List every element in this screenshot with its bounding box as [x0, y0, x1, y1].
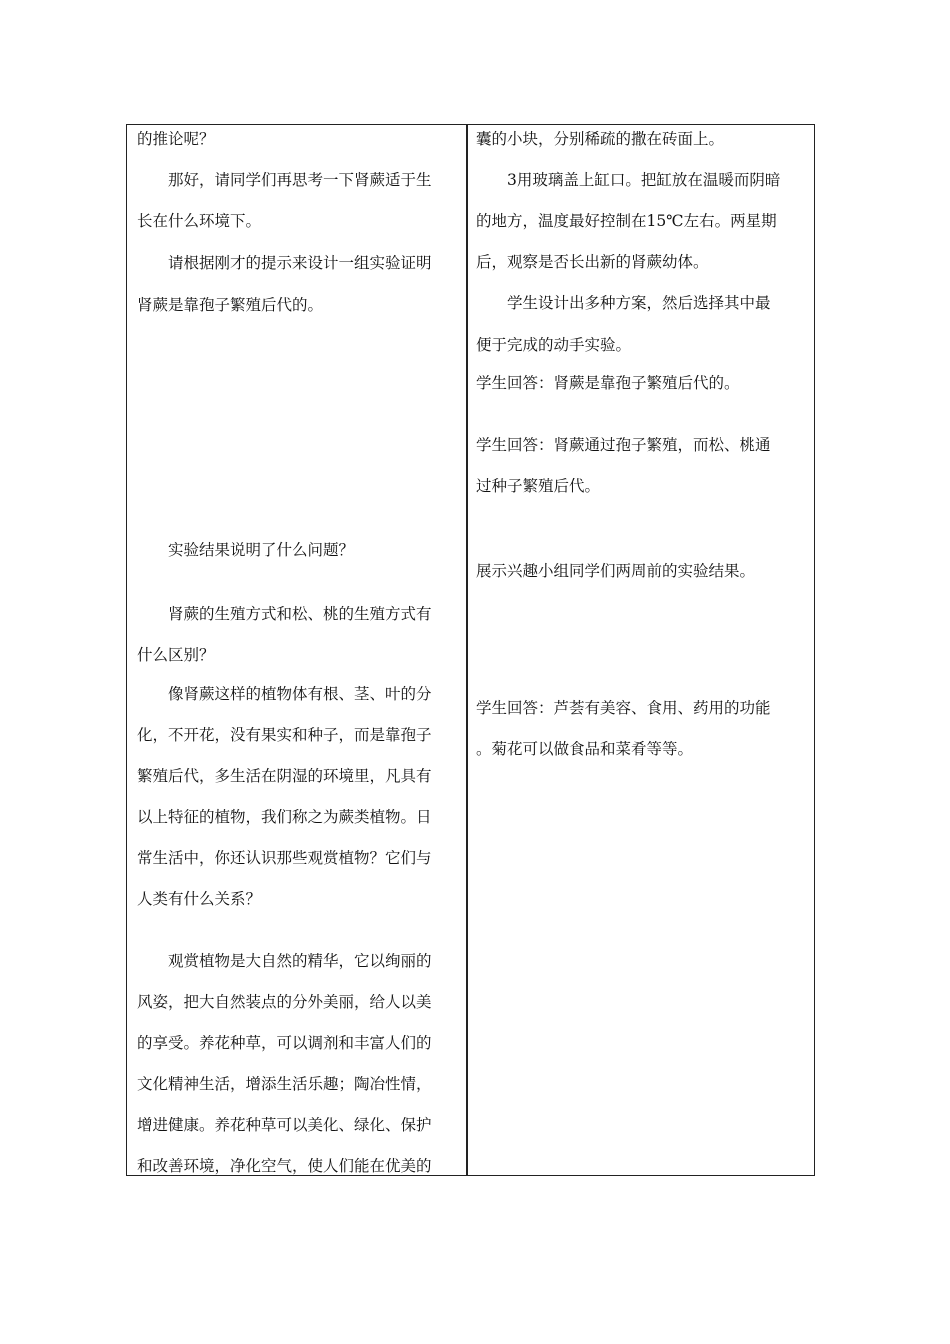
right-line: 学生回答：肾蕨通过孢子繁殖，而松、桃通 — [476, 436, 771, 454]
right-line: 过种子繁殖后代。 — [476, 477, 601, 495]
left-line: 风姿，把大自然装点的分外美丽，给人以美 — [137, 993, 432, 1011]
left-line: 以上特征的植物，我们称之为蕨类植物。日 — [137, 808, 432, 826]
right-line: 。菊花可以做食品和菜肴等等。 — [476, 740, 694, 758]
left-line: 那好，请同学们再思考一下肾蕨适于生 — [137, 171, 432, 189]
left-line: 文化精神生活，增添生活乐趣；陶冶性情， — [137, 1075, 432, 1093]
left-line: 肾蕨的生殖方式和松、桃的生殖方式有 — [137, 605, 432, 623]
right-line: 便于完成的动手实验。 — [476, 336, 632, 354]
right-line: 展示兴趣小组同学们两周前的实验结果。 — [476, 562, 756, 580]
left-line: 的推论呢？ — [137, 130, 215, 148]
right-line: 后，观察是否长出新的肾蕨幼体。 — [476, 253, 709, 271]
right-line: 学生回答：肾蕨是靠孢子繁殖后代的。 — [476, 374, 740, 392]
left-line: 像肾蕨这样的植物体有根、茎、叶的分 — [137, 685, 432, 703]
right-line: 学生回答：芦荟有美容、食用、药用的功能 — [476, 699, 771, 717]
right-line: 3用玻璃盖上缸口。把缸放在温暖而阴暗 — [476, 171, 781, 189]
left-line: 的享受。养花种草，可以调剂和丰富人们的 — [137, 1034, 432, 1052]
left-line: 和改善环境，净化空气，使人们能在优美的 — [137, 1157, 432, 1175]
left-line: 增进健康。养花种草可以美化、绿化、保护 — [137, 1116, 432, 1134]
left-line: 繁殖后代，多生活在阴湿的环境里，凡具有 — [137, 767, 432, 785]
content-table — [126, 124, 815, 1176]
left-line: 长在什么环境下。 — [137, 212, 262, 230]
left-line: 化，不开花，没有果实和种子，而是靠孢子 — [137, 726, 432, 744]
right-line: 的地方，温度最好控制在15℃左右。两星期 — [476, 212, 777, 230]
left-line: 实验结果说明了什么问题？ — [137, 541, 355, 559]
right-line: 囊的小块，分别稀疏的撒在砖面上。 — [476, 130, 725, 148]
left-line: 人类有什么关系？ — [137, 890, 262, 908]
column-divider — [466, 125, 468, 1175]
left-line: 什么区别？ — [137, 646, 215, 664]
left-line: 观赏植物是大自然的精华，它以绚丽的 — [137, 952, 432, 970]
left-line: 常生活中，你还认识那些观赏植物？它们与 — [137, 849, 432, 867]
left-line: 请根据刚才的提示来设计一组实验证明 — [137, 254, 432, 272]
left-line: 肾蕨是靠孢子繁殖后代的。 — [137, 296, 324, 314]
right-line: 学生设计出多种方案，然后选择其中最 — [476, 294, 771, 312]
